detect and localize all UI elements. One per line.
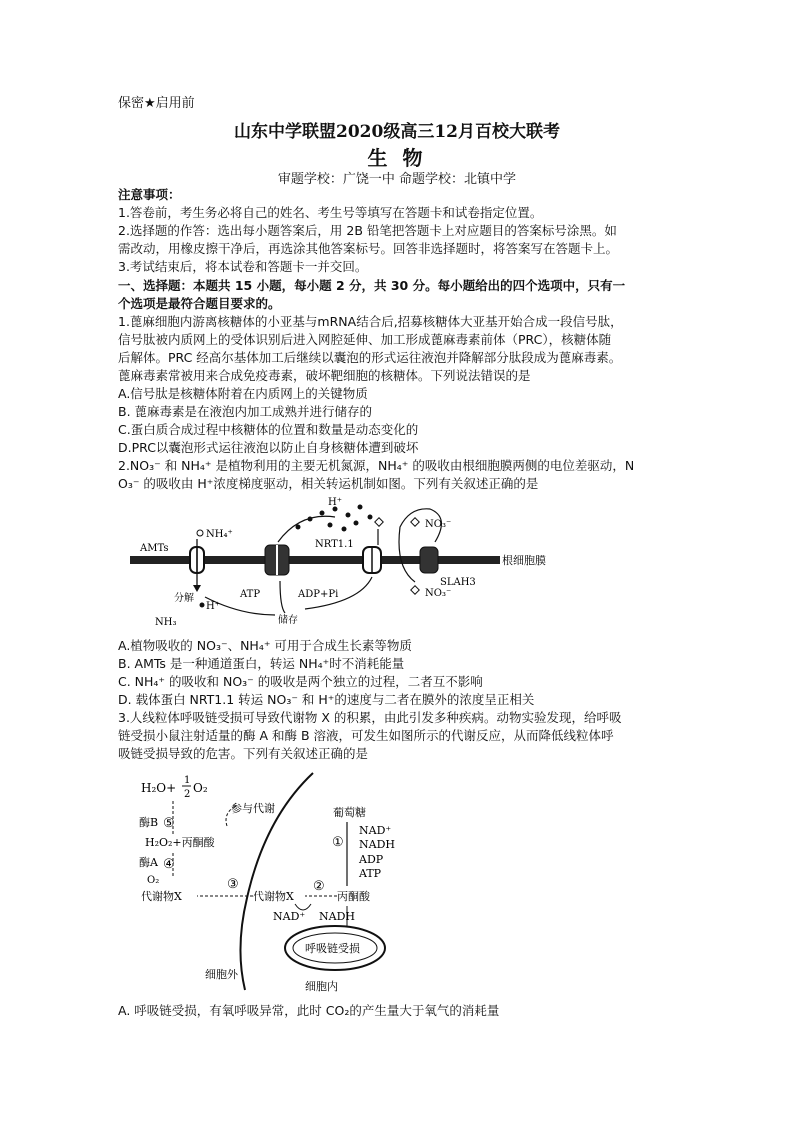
membrane-band bbox=[130, 556, 500, 564]
q1-option-a: A.信号肽是核糖体附着在内质网上的关键物质 bbox=[118, 386, 368, 401]
no3-in-label: NO₃⁻ bbox=[425, 588, 452, 599]
q2-option-b: B. AMTs 是一种通道蛋白，转运 NH₄⁺时不消耗能量 bbox=[118, 656, 405, 671]
note-1: 1.答卷前，考生务必将自己的姓名、考生号等填写在答题卡和试卷指定位置。 bbox=[118, 205, 543, 220]
h2o2-label: H₂O₂+丙酮酸 bbox=[145, 836, 215, 849]
section-heading-2: 个选项是最符合题目要求的。 bbox=[118, 296, 281, 311]
schools-line: 审题学校：广饶一中 命题学校：北镇中学 bbox=[277, 172, 517, 187]
h-out-label: H⁺ bbox=[328, 497, 342, 508]
q1-stem-3: 后解体。PRC 经高尔基体加工后继续以囊泡的形式运往液泡并降解部分肽段成为蓖麻毒素。 bbox=[118, 350, 622, 365]
atp-label: ATP bbox=[240, 589, 261, 600]
nadh-label: NADH bbox=[359, 838, 395, 851]
h-in-label: H⁺ bbox=[206, 601, 220, 612]
o2b-label: O₂ bbox=[147, 875, 160, 886]
fenjie-label: 分解 bbox=[174, 593, 194, 604]
nad2-label: NAD⁺ bbox=[273, 910, 306, 923]
no3-out-label: NO₃⁻ bbox=[425, 519, 452, 530]
q1-stem-4: 蓖麻毒素常被用来合成免疫毒素，破坏靶细胞的核糖体。下列说法错误的是 bbox=[118, 368, 531, 383]
exam-title: 山东中学联盟2020级高三12月百校大联考 bbox=[234, 122, 560, 142]
amts-label: AMTs bbox=[140, 543, 169, 554]
notes-heading: 注意事项： bbox=[118, 187, 181, 202]
step4-mark: ④ bbox=[163, 857, 175, 872]
note-3: 3.考试结束后，将本试卷和答题卡一并交回。 bbox=[118, 259, 368, 274]
metabolism-diagram bbox=[135, 768, 415, 996]
q1-option-d: D.PRC以囊泡形式运往液泡以防止自身核糖体遭到破坏 bbox=[118, 440, 419, 455]
slah3-label: SLAH3 bbox=[440, 577, 476, 588]
step1-mark: ① bbox=[332, 835, 344, 850]
atp-label: ATP bbox=[359, 867, 382, 880]
subject-title: 生 物 bbox=[367, 146, 427, 170]
adp-label: ADP bbox=[359, 853, 384, 866]
adp-label: ADP+Pi bbox=[298, 589, 339, 600]
step5-mark: ⑤ bbox=[163, 816, 175, 831]
nh4-out-dot bbox=[197, 530, 203, 536]
half-den: 2 bbox=[184, 789, 191, 800]
membrane-label: 根细胞膜 bbox=[502, 554, 546, 567]
pyruvate-label: 丙酮酸 bbox=[337, 890, 370, 903]
confidential-label: 保密★启用前 bbox=[118, 96, 195, 111]
q2-option-d: D. 载体蛋白 NRT1.1 转运 NO₃⁻ 和 H⁺的速度与二者在膜外的浓度呈正相关 bbox=[118, 692, 535, 707]
note-2b: 需改动，用橡皮擦干净后，再选涂其他答案标号。回答非选择题时，将答案写在答题卡上。 bbox=[118, 241, 619, 256]
nh4-out-label: NH₄⁺ bbox=[206, 529, 233, 540]
nad-label: NAD⁺ bbox=[359, 824, 392, 837]
canyu-label: 参与代谢 bbox=[231, 802, 275, 815]
q3-stem-3: 吸链受损导致的危害。下列有关叙述正确的是 bbox=[118, 746, 369, 761]
note-2a: 2.选择题的作答：选出每小题答案后，用 2B 铅笔把答题卡上对应题目的答案标号涂黑。如 bbox=[118, 223, 617, 238]
h-in-dot bbox=[200, 603, 205, 608]
xibaowai-label: 细胞外 bbox=[205, 968, 238, 981]
slah3-protein bbox=[420, 547, 438, 573]
q2-option-c: C. NH₄⁺ 的吸收和 NO₃⁻ 的吸收是两个独立的过程，二者互不影响 bbox=[118, 674, 483, 689]
h-dots bbox=[296, 505, 373, 532]
step2-mark: ② bbox=[313, 879, 325, 894]
huxilian-label: 呼吸链受损 bbox=[305, 942, 360, 955]
transport-diagram bbox=[130, 497, 560, 632]
half-num: 1 bbox=[184, 775, 191, 786]
q3-stem-1: 3.人线粒体呼吸链受损可导致代谢物 X 的积累，由此引发多种疾病。动物实验发现，给呼吸 bbox=[118, 710, 622, 725]
q1-option-b: B. 蓖麻毒素是在液泡内加工成熟并进行储存的 bbox=[118, 404, 373, 419]
section-heading-1: 一、选择题：本题共 15 小题，每小题 2 分，共 30 分。每小题给出的四个选项中，只有一 bbox=[118, 278, 626, 293]
store-arrow bbox=[280, 581, 285, 613]
q2-stem-2: O₃⁻ 的吸收由 H⁺浓度梯度驱动，相关转运机制如图。下列有关叙述正确的是 bbox=[118, 476, 539, 491]
nadh2-label: NADH bbox=[319, 910, 355, 923]
x-out-label: 代谢物X bbox=[141, 890, 182, 903]
nrt-label: NRT1.1 bbox=[315, 539, 354, 550]
amts-arrowhead bbox=[193, 585, 201, 592]
h2o-label: H₂O+ bbox=[141, 781, 177, 795]
q1-option-c: C.蛋白质合成过程中核糖体的位置和数量是动态变化的 bbox=[118, 422, 419, 437]
xibaonei-label: 细胞内 bbox=[305, 980, 338, 993]
q2-stem-1: 2.NO₃⁻ 和 NH₄⁺ 是植物利用的主要无机氮源，NH₄⁺ 的吸收由根细胞膜两侧的电位差驱动，N bbox=[118, 458, 635, 473]
x-in-label: 代谢物X bbox=[253, 890, 294, 903]
q1-stem-1: 1.蓖麻细胞内游离核糖体的小亚基与mRNA结合后,招募核糖体大亚基开始合成一段信号肽， bbox=[118, 314, 623, 329]
nh3-label: NH₃ bbox=[155, 617, 177, 628]
q3-option-a: A. 呼吸链受损，有氧呼吸异常，此时 CO₂的产生量大于氧气的消耗量 bbox=[118, 1003, 500, 1018]
meib-label: 酶B bbox=[139, 816, 159, 829]
q3-stem-2: 链受损小鼠注射适量的酶 A 和酶 B 溶液，可发生如图所示的代谢反应，从而降低线粒体呼 bbox=[118, 728, 614, 743]
step3-mark: ③ bbox=[227, 877, 239, 892]
glucose-label: 葡萄糖 bbox=[333, 806, 366, 819]
meia-label: 酶A bbox=[139, 856, 158, 869]
q2-option-a: A.植物吸收的 NO₃⁻、NH₄⁺ 可用于合成生长素等物质 bbox=[118, 638, 412, 653]
o2-label: O₂ bbox=[193, 781, 208, 795]
chucun-label: 储存 bbox=[278, 615, 298, 626]
q1-stem-2: 信号肽被内质网上的受体识别后进入网腔延伸、加工形成蓖麻毒素前体（PRC），核糖体随 bbox=[118, 332, 612, 347]
